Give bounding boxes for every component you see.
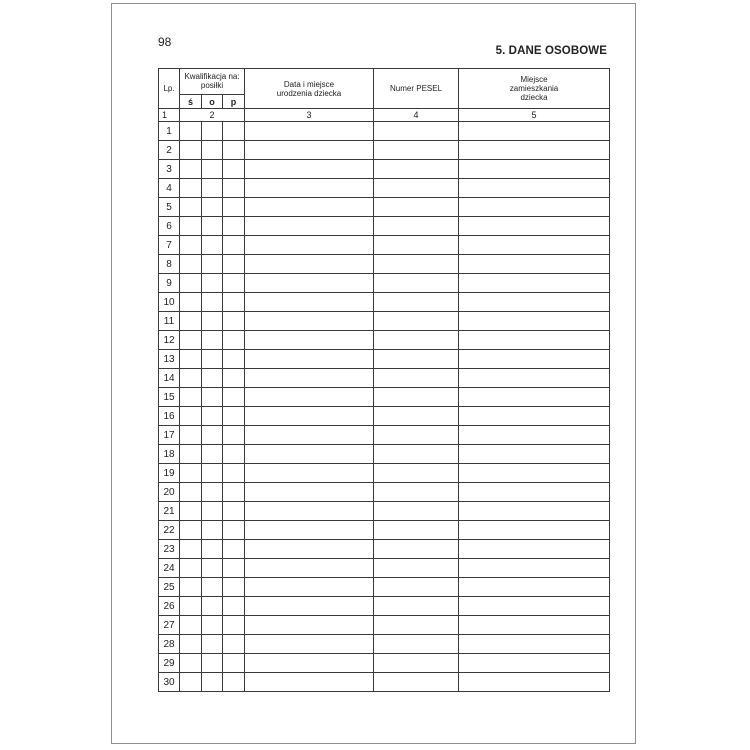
birth-date-place-cell[interactable] — [245, 198, 374, 217]
row-number: 10 — [159, 293, 180, 312]
meal-p-cell[interactable] — [223, 236, 245, 255]
row-number: 30 — [159, 673, 180, 692]
residence-cell[interactable] — [459, 540, 610, 559]
row-number: 2 — [159, 141, 180, 160]
birth-date-place-cell[interactable] — [245, 635, 374, 654]
table-row — [159, 559, 610, 578]
meal-s-cell[interactable] — [180, 255, 202, 274]
residence-cell[interactable] — [459, 331, 610, 350]
meal-s-cell[interactable] — [180, 217, 202, 236]
pesel-cell[interactable] — [374, 293, 459, 312]
birth-date-place-cell[interactable] — [245, 597, 374, 616]
meal-o-cell[interactable] — [202, 141, 223, 160]
row-number: 5 — [159, 198, 180, 217]
meal-p-cell[interactable] — [223, 540, 245, 559]
pesel-cell[interactable] — [374, 388, 459, 407]
header-zamieszkanie: Miejsce zamieszkania dziecka — [459, 69, 610, 109]
meal-o-cell[interactable] — [202, 673, 223, 692]
meal-o-cell[interactable] — [202, 198, 223, 217]
meal-p-cell[interactable] — [223, 597, 245, 616]
row-number: 14 — [159, 369, 180, 388]
meal-o-cell[interactable] — [202, 160, 223, 179]
table-row — [159, 179, 610, 198]
table-row — [159, 654, 610, 673]
meal-s-cell[interactable] — [180, 274, 202, 293]
row-number: 20 — [159, 483, 180, 502]
meal-o-cell[interactable] — [202, 521, 223, 540]
meal-s-cell[interactable] — [180, 673, 202, 692]
meal-s-cell[interactable] — [180, 331, 202, 350]
meal-s-cell[interactable] — [180, 236, 202, 255]
meal-s-cell[interactable] — [180, 654, 202, 673]
table-row — [159, 445, 610, 464]
birth-date-place-cell[interactable] — [245, 654, 374, 673]
table-row — [159, 350, 610, 369]
header-kwalifikacja: Kwalifikacja na: posiłki — [180, 69, 245, 95]
table-row — [159, 426, 610, 445]
meal-o-cell[interactable] — [202, 217, 223, 236]
table-row — [159, 578, 610, 597]
residence-cell[interactable] — [459, 388, 610, 407]
meal-s-cell[interactable] — [180, 141, 202, 160]
birth-date-place-cell[interactable] — [245, 540, 374, 559]
meal-o-cell[interactable] — [202, 483, 223, 502]
residence-cell[interactable] — [459, 141, 610, 160]
meal-p-cell[interactable] — [223, 274, 245, 293]
meal-s-cell[interactable] — [180, 559, 202, 578]
meal-p-cell[interactable] — [223, 255, 245, 274]
pesel-cell[interactable] — [374, 179, 459, 198]
table-row — [159, 274, 610, 293]
meal-p-cell[interactable] — [223, 293, 245, 312]
pesel-cell[interactable] — [374, 559, 459, 578]
meal-s-cell[interactable] — [180, 388, 202, 407]
residence-cell[interactable] — [459, 521, 610, 540]
meal-o-cell[interactable] — [202, 445, 223, 464]
row-number: 24 — [159, 559, 180, 578]
meal-o-cell[interactable] — [202, 179, 223, 198]
column-number-5: 5 — [459, 109, 610, 122]
table-row — [159, 293, 610, 312]
meal-o-cell[interactable] — [202, 122, 223, 141]
row-number: 9 — [159, 274, 180, 293]
meal-p-cell[interactable] — [223, 198, 245, 217]
pesel-cell[interactable] — [374, 483, 459, 502]
meal-o-cell[interactable] — [202, 293, 223, 312]
pesel-cell[interactable] — [374, 502, 459, 521]
meal-p-cell[interactable] — [223, 464, 245, 483]
birth-date-place-cell[interactable] — [245, 616, 374, 635]
birth-date-place-cell[interactable] — [245, 445, 374, 464]
birth-date-place-cell[interactable] — [245, 407, 374, 426]
row-number: 18 — [159, 445, 180, 464]
meal-p-cell[interactable] — [223, 616, 245, 635]
birth-date-place-cell[interactable] — [245, 274, 374, 293]
birth-date-place-cell[interactable] — [245, 217, 374, 236]
meal-o-cell[interactable] — [202, 559, 223, 578]
residence-cell[interactable] — [459, 293, 610, 312]
meal-p-cell[interactable] — [223, 179, 245, 198]
row-number: 25 — [159, 578, 180, 597]
meal-s-cell[interactable] — [180, 502, 202, 521]
meal-s-cell[interactable] — [180, 312, 202, 331]
pesel-cell[interactable] — [374, 274, 459, 293]
header-lp: Lp. — [159, 69, 180, 109]
meal-s-cell[interactable] — [180, 198, 202, 217]
pesel-cell[interactable] — [374, 236, 459, 255]
pesel-cell[interactable] — [374, 331, 459, 350]
meal-p-cell[interactable] — [223, 521, 245, 540]
row-number: 8 — [159, 255, 180, 274]
row-number: 11 — [159, 312, 180, 331]
row-number: 28 — [159, 635, 180, 654]
residence-cell[interactable] — [459, 483, 610, 502]
meal-s-cell[interactable] — [180, 369, 202, 388]
meal-p-cell[interactable] — [223, 502, 245, 521]
birth-date-place-cell[interactable] — [245, 160, 374, 179]
header-sub-o: o — [202, 95, 223, 109]
row-number: 19 — [159, 464, 180, 483]
table-row — [159, 217, 610, 236]
meal-s-cell[interactable] — [180, 483, 202, 502]
header-data-miejsce: Data i miejsce urodzenia dziecka — [245, 69, 374, 109]
row-number: 29 — [159, 654, 180, 673]
pesel-cell[interactable] — [374, 616, 459, 635]
table-row — [159, 198, 610, 217]
table-row — [159, 635, 610, 654]
meal-s-cell[interactable] — [180, 445, 202, 464]
residence-cell[interactable] — [459, 122, 610, 141]
column-number-row — [159, 109, 610, 122]
column-number-2: 2 — [180, 109, 245, 122]
residence-cell[interactable] — [459, 597, 610, 616]
table-row — [159, 388, 610, 407]
table-row — [159, 407, 610, 426]
meal-s-cell[interactable] — [180, 616, 202, 635]
birth-date-place-cell[interactable] — [245, 483, 374, 502]
birth-date-place-cell[interactable] — [245, 369, 374, 388]
meal-s-cell[interactable] — [180, 179, 202, 198]
residence-cell[interactable] — [459, 635, 610, 654]
column-number-4: 4 — [374, 109, 459, 122]
row-number: 26 — [159, 597, 180, 616]
row-number: 12 — [159, 331, 180, 350]
birth-date-place-cell[interactable] — [245, 388, 374, 407]
row-number: 1 — [159, 122, 180, 141]
meal-p-cell[interactable] — [223, 312, 245, 331]
pesel-cell[interactable] — [374, 407, 459, 426]
meal-o-cell[interactable] — [202, 464, 223, 483]
birth-date-place-cell[interactable] — [245, 141, 374, 160]
column-number-1: 1 — [159, 109, 180, 122]
table-row — [159, 540, 610, 559]
table-row — [159, 597, 610, 616]
row-number: 21 — [159, 502, 180, 521]
meal-p-cell[interactable] — [223, 141, 245, 160]
row-number: 3 — [159, 160, 180, 179]
pesel-cell[interactable] — [374, 198, 459, 217]
row-number: 22 — [159, 521, 180, 540]
residence-cell[interactable] — [459, 426, 610, 445]
meal-o-cell[interactable] — [202, 312, 223, 331]
residence-cell[interactable] — [459, 179, 610, 198]
table-row — [159, 141, 610, 160]
birth-date-place-cell[interactable] — [245, 179, 374, 198]
meal-s-cell[interactable] — [180, 407, 202, 426]
meal-p-cell[interactable] — [223, 635, 245, 654]
table-row — [159, 331, 610, 350]
meal-p-cell[interactable] — [223, 217, 245, 236]
meal-p-cell[interactable] — [223, 350, 245, 369]
residence-cell[interactable] — [459, 616, 610, 635]
table-row — [159, 312, 610, 331]
pesel-cell[interactable] — [374, 350, 459, 369]
birth-date-place-cell[interactable] — [245, 312, 374, 331]
meal-s-cell[interactable] — [180, 464, 202, 483]
row-number: 15 — [159, 388, 180, 407]
birth-date-place-cell[interactable] — [245, 122, 374, 141]
row-number: 6 — [159, 217, 180, 236]
table-row — [159, 673, 610, 692]
meal-o-cell[interactable] — [202, 388, 223, 407]
table-row — [159, 521, 610, 540]
meal-s-cell[interactable] — [180, 521, 202, 540]
meal-o-cell[interactable] — [202, 369, 223, 388]
pesel-cell[interactable] — [374, 597, 459, 616]
pesel-cell[interactable] — [374, 635, 459, 654]
meal-p-cell[interactable] — [223, 369, 245, 388]
pesel-cell[interactable] — [374, 540, 459, 559]
birth-date-place-cell[interactable] — [245, 255, 374, 274]
meal-s-cell[interactable] — [180, 597, 202, 616]
residence-cell[interactable] — [459, 464, 610, 483]
residence-cell[interactable] — [459, 654, 610, 673]
meal-s-cell[interactable] — [180, 160, 202, 179]
row-number: 27 — [159, 616, 180, 635]
meal-p-cell[interactable] — [223, 331, 245, 350]
meal-o-cell[interactable] — [202, 616, 223, 635]
meal-o-cell[interactable] — [202, 635, 223, 654]
meal-o-cell[interactable] — [202, 654, 223, 673]
row-number: 7 — [159, 236, 180, 255]
meal-o-cell[interactable] — [202, 236, 223, 255]
birth-date-place-cell[interactable] — [245, 578, 374, 597]
residence-cell[interactable] — [459, 578, 610, 597]
header-sub-s: ś — [180, 95, 202, 109]
page-number: 98 — [158, 35, 172, 49]
meal-p-cell[interactable] — [223, 426, 245, 445]
meal-p-cell[interactable] — [223, 654, 245, 673]
pesel-cell[interactable] — [374, 673, 459, 692]
birth-date-place-cell[interactable] — [245, 673, 374, 692]
meal-p-cell[interactable] — [223, 483, 245, 502]
residence-cell[interactable] — [459, 502, 610, 521]
birth-date-place-cell[interactable] — [245, 521, 374, 540]
meal-p-cell[interactable] — [223, 407, 245, 426]
pesel-cell[interactable] — [374, 426, 459, 445]
row-number: 16 — [159, 407, 180, 426]
table-row — [159, 122, 610, 141]
pesel-cell[interactable] — [374, 369, 459, 388]
residence-cell[interactable] — [459, 217, 610, 236]
meal-o-cell[interactable] — [202, 597, 223, 616]
meal-s-cell[interactable] — [180, 635, 202, 654]
residence-cell[interactable] — [459, 559, 610, 578]
residence-cell[interactable] — [459, 236, 610, 255]
meal-p-cell[interactable] — [223, 388, 245, 407]
residence-cell[interactable] — [459, 274, 610, 293]
header-pesel: Numer PESEL — [374, 69, 459, 109]
pesel-cell[interactable] — [374, 217, 459, 236]
birth-date-place-cell[interactable] — [245, 331, 374, 350]
residence-cell[interactable] — [459, 369, 610, 388]
row-number: 13 — [159, 350, 180, 369]
meal-s-cell[interactable] — [180, 426, 202, 445]
table-row — [159, 616, 610, 635]
meal-s-cell[interactable] — [180, 293, 202, 312]
meal-p-cell[interactable] — [223, 559, 245, 578]
form-page — [111, 3, 636, 744]
personal-data-table — [158, 68, 610, 692]
header-sub-p: p — [223, 95, 245, 109]
table-row — [159, 502, 610, 521]
pesel-cell[interactable] — [374, 578, 459, 597]
column-number-3: 3 — [245, 109, 374, 122]
meal-p-cell[interactable] — [223, 673, 245, 692]
meal-o-cell[interactable] — [202, 255, 223, 274]
meal-o-cell[interactable] — [202, 331, 223, 350]
meal-o-cell[interactable] — [202, 502, 223, 521]
residence-cell[interactable] — [459, 445, 610, 464]
pesel-cell[interactable] — [374, 464, 459, 483]
meal-o-cell[interactable] — [202, 426, 223, 445]
meal-p-cell[interactable] — [223, 160, 245, 179]
meal-o-cell[interactable] — [202, 274, 223, 293]
birth-date-place-cell[interactable] — [245, 502, 374, 521]
meal-s-cell[interactable] — [180, 578, 202, 597]
birth-date-place-cell[interactable] — [245, 426, 374, 445]
meal-s-cell[interactable] — [180, 350, 202, 369]
birth-date-place-cell[interactable] — [245, 559, 374, 578]
table-row — [159, 236, 610, 255]
meal-s-cell[interactable] — [180, 540, 202, 559]
pesel-cell[interactable] — [374, 255, 459, 274]
meal-p-cell[interactable] — [223, 445, 245, 464]
residence-cell[interactable] — [459, 350, 610, 369]
pesel-cell[interactable] — [374, 160, 459, 179]
pesel-cell[interactable] — [374, 122, 459, 141]
meal-o-cell[interactable] — [202, 540, 223, 559]
meal-o-cell[interactable] — [202, 407, 223, 426]
meal-o-cell[interactable] — [202, 350, 223, 369]
residence-cell[interactable] — [459, 673, 610, 692]
meal-p-cell[interactable] — [223, 578, 245, 597]
table-row — [159, 483, 610, 502]
birth-date-place-cell[interactable] — [245, 350, 374, 369]
row-number: 4 — [159, 179, 180, 198]
pesel-cell[interactable] — [374, 445, 459, 464]
birth-date-place-cell[interactable] — [245, 236, 374, 255]
birth-date-place-cell[interactable] — [245, 464, 374, 483]
residence-cell[interactable] — [459, 255, 610, 274]
residence-cell[interactable] — [459, 312, 610, 331]
table-row — [159, 160, 610, 179]
row-number: 23 — [159, 540, 180, 559]
meal-o-cell[interactable] — [202, 578, 223, 597]
meal-p-cell[interactable] — [223, 122, 245, 141]
meal-s-cell[interactable] — [180, 122, 202, 141]
residence-cell[interactable] — [459, 198, 610, 217]
pesel-cell[interactable] — [374, 521, 459, 540]
table-row — [159, 369, 610, 388]
birth-date-place-cell[interactable] — [245, 293, 374, 312]
table-row — [159, 255, 610, 274]
table-row — [159, 464, 610, 483]
pesel-cell[interactable] — [374, 312, 459, 331]
section-title: 5. DANE OSOBOWE — [495, 45, 607, 57]
residence-cell[interactable] — [459, 407, 610, 426]
row-number: 17 — [159, 426, 180, 445]
residence-cell[interactable] — [459, 160, 610, 179]
pesel-cell[interactable] — [374, 141, 459, 160]
pesel-cell[interactable] — [374, 654, 459, 673]
